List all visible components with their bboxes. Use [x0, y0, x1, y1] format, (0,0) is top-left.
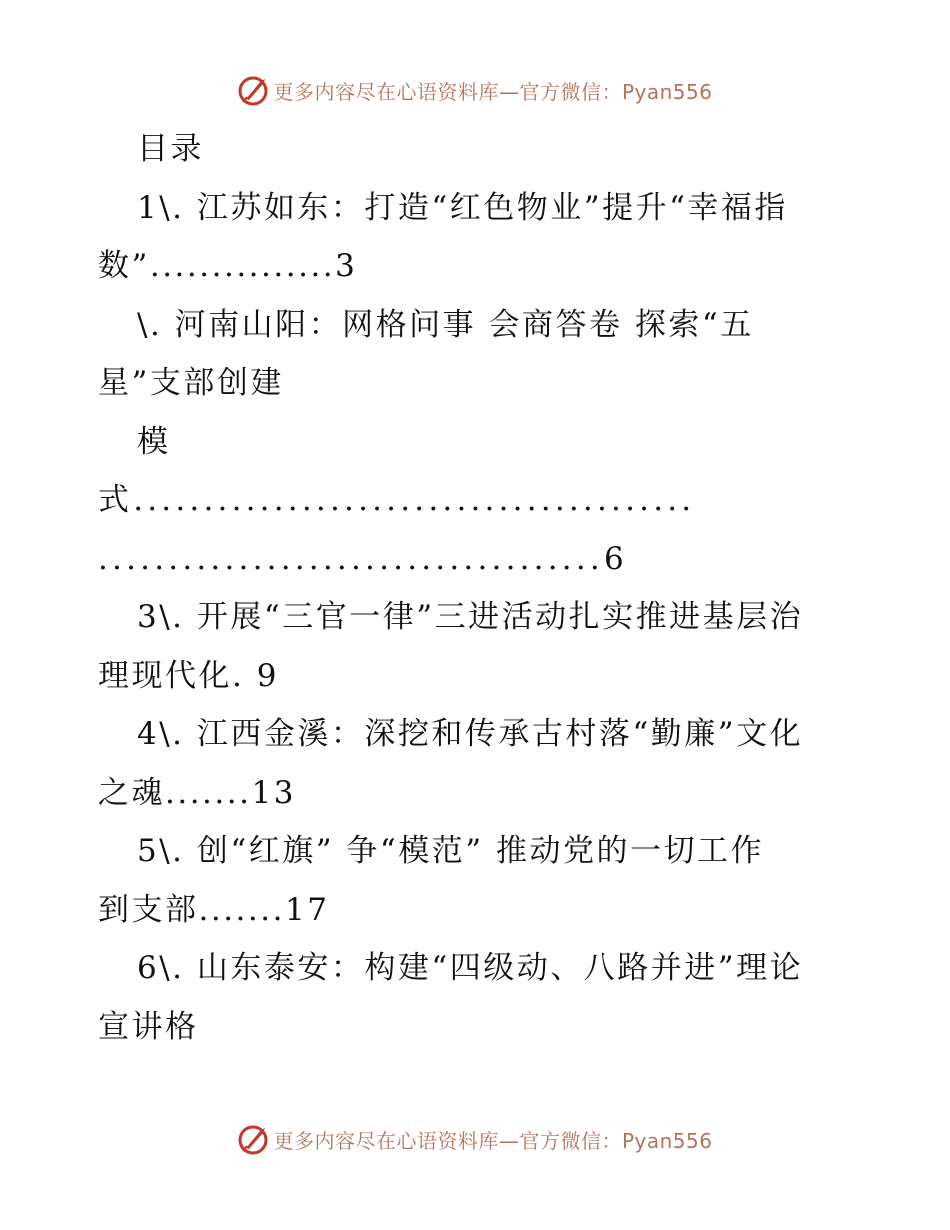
toc-entry-6-cont: 宣讲格 — [98, 1008, 199, 1045]
toc-body — [98, 120, 858, 1056]
toc-entry-2: \. 河南山阳：网格问事 会商答卷 探索“五 — [137, 306, 754, 343]
toc-entry-1: 1\. 江苏如东：打造“红色物业”提升“幸福指 — [137, 189, 788, 226]
toc-entry-5-cont: 到支部.......17 — [98, 891, 330, 928]
toc-title: 目录 — [137, 131, 204, 167]
toc-entry-4: 4\. 江西金溪：深挖和传承古村落“勤廉”文化 — [137, 716, 804, 752]
banner-text: 更多内容尽在心语资料库—官方微信：Pyan556 — [273, 1128, 713, 1153]
toc-entry-2-cont2: 模 — [137, 423, 171, 460]
toc-entry-5: 5\. 创“红旗” 争“模范” 推动党的一切工作 — [137, 833, 764, 869]
toc-entry-2-page: ....................................6 — [98, 540, 628, 577]
toc-entry-3-cont: 理现代化. 9 — [98, 657, 279, 694]
toc-entry-4-cont: 之魂.......13 — [98, 774, 296, 811]
banner-text: 更多内容尽在心语资料库—官方微信：Pyan556 — [273, 79, 713, 104]
header-banner — [0, 70, 950, 110]
quill-logo-icon — [237, 1122, 271, 1156]
footer-banner — [0, 1119, 950, 1159]
toc-entry-6: 6\. 山东泰安：构建“四级动、八路并进”理论 — [137, 950, 804, 986]
toc-entry-1-cont: 数”...............3 — [98, 248, 358, 284]
toc-entry-2-cont: 星”支部创建 — [98, 365, 284, 401]
toc-entry-2-leader: 式........................................ — [98, 482, 696, 518]
toc-entry-3: 3\. 开展“三官一律”三进活动扎实推进基层治 — [137, 599, 804, 635]
quill-logo-icon — [237, 73, 271, 107]
